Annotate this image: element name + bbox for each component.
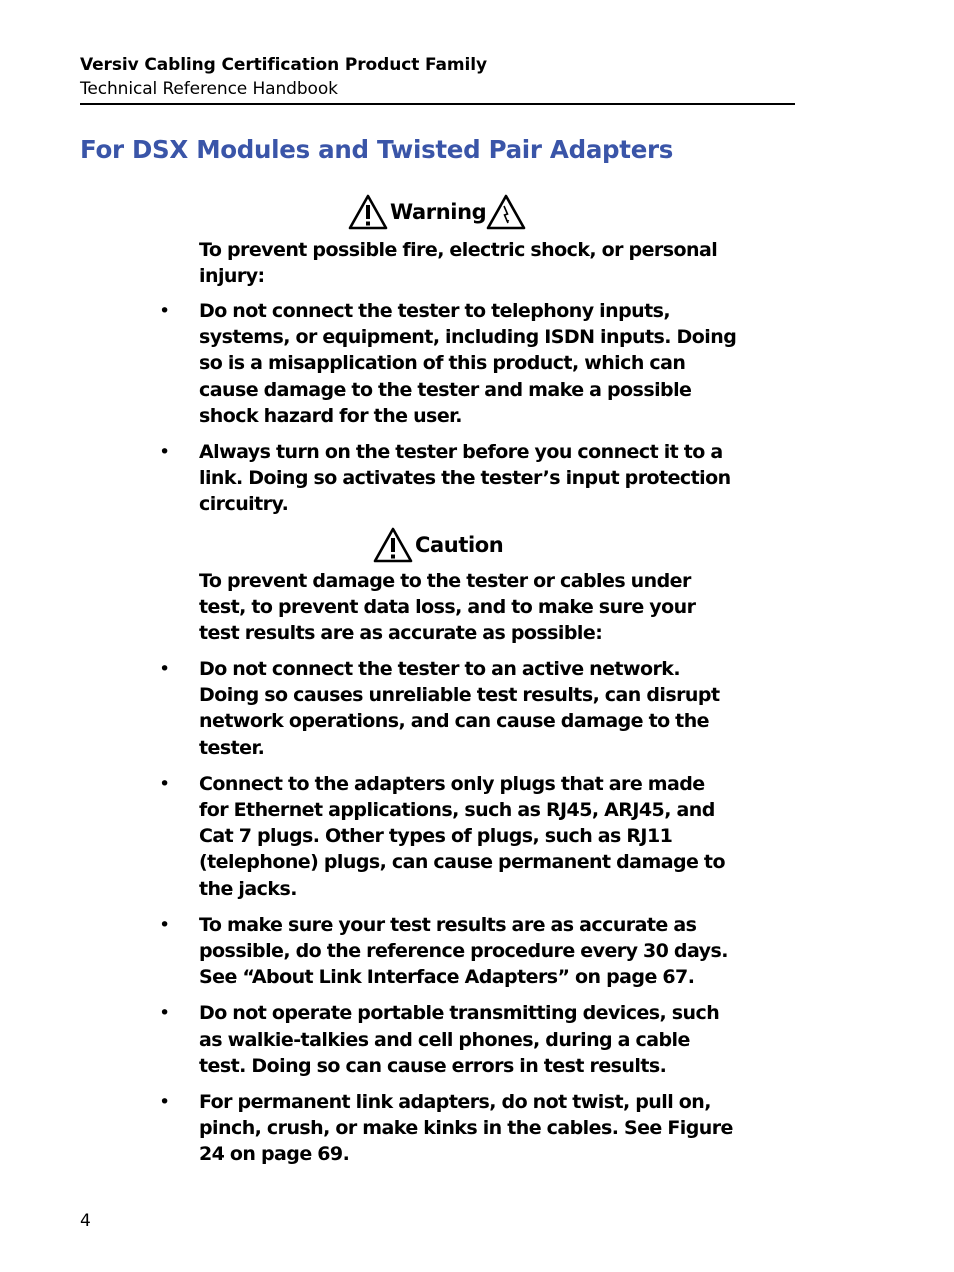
list-item-text: For permanent link adapters, do not twist, pull on, pinch, crush, or make kinks in the cables. See Figure 24 on page 69.: [199, 1091, 733, 1166]
warning-label: Warning: [390, 200, 487, 224]
header-handbook-name: Technical Reference Handbook: [80, 79, 338, 99]
bullet: •: [159, 772, 170, 795]
caution-lead-text: To prevent damage to the tester or cables under test, to prevent data loss, and to make sure your test results are as accurate as possible:: [199, 570, 696, 645]
list-item: [150, 656, 739, 761]
list-item: [150, 439, 739, 518]
bullet: •: [159, 441, 170, 464]
warning-triangle-icon: [348, 194, 388, 230]
bullet: •: [159, 1002, 170, 1025]
bullet: •: [159, 300, 170, 322]
warning-list: [150, 298, 750, 528]
electrical-hazard-icon: [486, 194, 526, 230]
caution-triangle-icon: [373, 527, 413, 563]
bullet: •: [159, 913, 170, 936]
caution-heading: [373, 527, 503, 563]
caution-list: [150, 656, 750, 1178]
list-item: [150, 1000, 739, 1079]
list-item: [150, 771, 739, 902]
list-item: [150, 298, 739, 429]
list-item-text: Do not connect the tester to telephony inputs, systems, or equipment, including ISDN inputs. Doing so is a misapplication of this product, which can cause damage to the tester and make a possible shock hazard for the user.: [199, 300, 737, 427]
list-item-text: Do not connect the tester to an active network. Doing so causes unreliable test results, can disrupt network operations, and can cause damage to the tester.: [199, 658, 720, 759]
list-item: [150, 912, 739, 991]
list-item: [150, 1089, 739, 1168]
bullet: •: [159, 658, 170, 680]
bullet: •: [159, 1091, 170, 1114]
warning-heading: [348, 194, 526, 230]
list-item-text: Connect to the adapters only plugs that are made for Ethernet applications, such as RJ45, ARJ45, and Cat 7 plugs. Other types of plugs, such as RJ11 (telephone) plugs, can cause permanent damage to the jacks.: [199, 772, 725, 900]
running-header: [80, 53, 795, 101]
warning-lead-text: To prevent possible fire, electric shock, or personal injury:: [199, 239, 718, 288]
section-title: For DSX Modules and Twisted Pair Adapters: [80, 135, 674, 164]
header-product-name: Versiv Cabling Certification Product Family: [80, 55, 487, 75]
header-divider: [80, 103, 795, 105]
list-item-text: To make sure your test results are as accurate as possible, do the reference procedure every 30 days. See “About Link Interface Adapters” on page 67.: [199, 913, 728, 989]
page-number: 4: [80, 1211, 91, 1231]
caution-label: Caution: [415, 533, 504, 557]
list-item-text: Always turn on the tester before you connect it to a link. Doing so activates the tester’s input protection circuitry.: [199, 441, 731, 516]
list-item-text: Do not operate portable transmitting devices, such as walkie-talkies and cell phones, during a cable test. Doing so can cause errors in test results.: [199, 1002, 720, 1077]
